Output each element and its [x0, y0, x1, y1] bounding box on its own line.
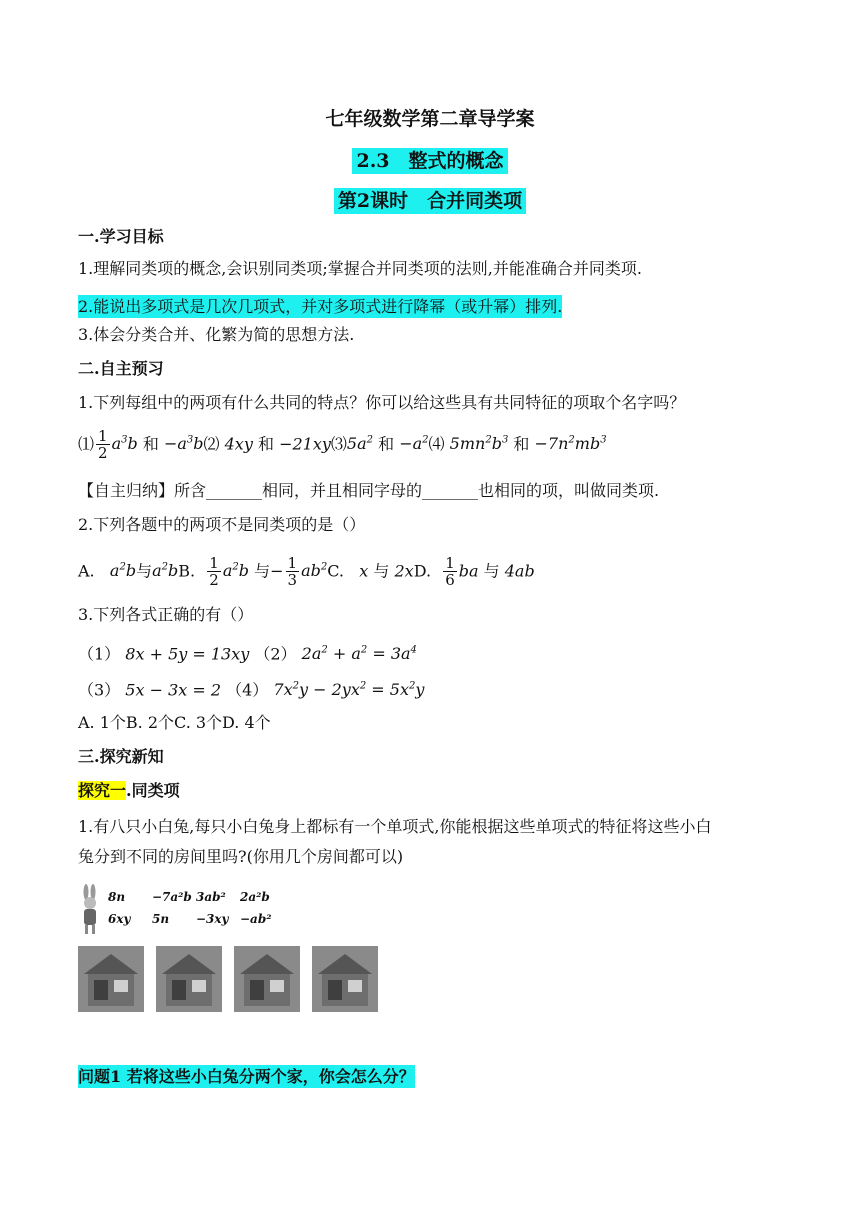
- fraction-one-sixth: $\frac{1}{6}$: [445, 554, 455, 590]
- q2-with-a: 与: [136, 561, 153, 581]
- math-term: 4xy: [224, 434, 253, 454]
- math-term: ba: [458, 561, 479, 581]
- house-icon: [312, 946, 378, 1012]
- monomial-row-2: [108, 908, 284, 930]
- math-term: $ab^2$: [301, 561, 328, 581]
- monomial: 2a²b: [240, 890, 270, 904]
- problem-1-text: 问题1 若将这些小白兔分两个家，你会怎么分？: [78, 1067, 415, 1086]
- question-1: 1.下列每组中的两项有什么共同的特点？你可以给这些具有共同特征的项取个名字吗？: [78, 393, 686, 412]
- house-icon: [78, 946, 144, 1012]
- summary: 【自主归纳】所含_______相同，并且相同字母的_______也相同的项，叫做同类项.: [78, 481, 660, 500]
- math-term: $a^2b$: [152, 561, 179, 581]
- q3-label-2: （2）: [254, 644, 297, 664]
- q1-item-label-1: ⑴: [78, 434, 95, 454]
- fraction-one-half: $\frac{1}{2}$: [209, 554, 219, 590]
- math-term: $a^2b$: [222, 561, 249, 581]
- question-3: 3.下列各式正确的有（）: [78, 605, 254, 624]
- question-3-line-1: [78, 640, 798, 665]
- math-term: 4ab: [504, 561, 535, 581]
- section-heading-preview: 二.自主预习: [78, 359, 164, 378]
- q2-with-d: 与: [483, 561, 500, 581]
- math-term: $a^2b$: [109, 561, 137, 581]
- explore-title: .同类项: [126, 781, 180, 800]
- math-term: $-a^2$: [399, 434, 429, 454]
- math-term: 2x: [394, 561, 414, 581]
- section-heading-goals: 一.学习目标: [78, 227, 164, 246]
- math-term: $-7n^2mb^3$: [534, 434, 607, 454]
- q2-with-c: 与: [373, 561, 390, 581]
- monomial: 6xy: [108, 912, 131, 926]
- monomial-row-1: [108, 886, 284, 908]
- fraction-one-third: $\frac{1}{3}$: [287, 554, 298, 590]
- math-term: $7x^2y - 2yx^2 = 5x^2y$: [273, 680, 425, 700]
- goal-2-text: 2.能说出多项式是几次几项式，并对多项式进行降幂（或升幂）排列.: [78, 297, 563, 316]
- section-heading-explore: 三.探究新知: [78, 747, 164, 766]
- explore-1-heading: [78, 780, 798, 802]
- explore-label: 探究一: [78, 781, 127, 800]
- document-title: 七年级数学第二章导学案: [325, 108, 535, 130]
- goal-3: 3.体会分类合并、化繁为简的思想方法.: [78, 325, 355, 344]
- q1-item-label-2: ⑵: [203, 434, 220, 454]
- q2-opt-c: C.: [327, 561, 344, 581]
- q1-and-2: 和: [257, 434, 274, 454]
- section-title: [0, 146, 860, 173]
- q2-opt-a: A.: [78, 561, 95, 581]
- question-2-options: A. $a^2b$与$a^2bB$. $\frac{1}{2}$ $a^2b$ 与− $\frac{1}{3}$ $ab^2C$. x 与 2xD. $\frac{1}{6}$ ba 与 4ab: [78, 554, 535, 590]
- q1-and-1: 和: [142, 434, 159, 454]
- math-term: $5a^2$: [346, 434, 374, 454]
- question-3-options: A. 1个B. 2个C. 3个D. 4个: [78, 713, 271, 732]
- q2-with-b: 与: [254, 561, 271, 581]
- q1-item-label-3: ⑶: [330, 434, 347, 454]
- problem-1: [78, 1066, 798, 1088]
- math-term: −21xy: [279, 434, 331, 454]
- lesson-title-text: 第2课时 合并同类项: [334, 188, 526, 214]
- monomial: −7a²b: [152, 890, 192, 904]
- monomial: 3ab²: [196, 890, 226, 904]
- house-icon: [156, 946, 222, 1012]
- q3-label-3: （3）: [78, 680, 121, 700]
- question-3-line-2: [78, 676, 798, 701]
- goal-2: [78, 296, 798, 318]
- q2-opt-d: D.: [413, 561, 432, 581]
- math-term: x: [359, 561, 369, 581]
- lesson-title: [0, 186, 860, 213]
- fraction-one-half: $\frac{1}{2}$: [98, 427, 108, 463]
- math-term: 8x + 5y = 13xy: [125, 644, 250, 664]
- rabbit-icon: [78, 884, 102, 936]
- q1-item-label-4: ⑷: [428, 434, 445, 454]
- math-term: 5x − 3x = 2: [125, 680, 222, 700]
- math-term: $5mn^2b^3$: [449, 434, 509, 454]
- explore-paragraph-2: 兔分到不同的房间里吗?(你用几个房间都可以): [78, 847, 404, 866]
- monomial: 5n: [152, 912, 170, 926]
- q3-label-1: （1）: [78, 644, 121, 664]
- explore-paragraph-1: 1.有八只小白兔,每只小白兔身上都标有一个单项式,你能根据这些单项式的特征将这些小白: [78, 817, 712, 836]
- monomial: −ab²: [240, 912, 272, 926]
- q3-label-4: （4）: [226, 680, 269, 700]
- q1-and-3: 和: [378, 434, 395, 454]
- q2-opt-b: B.: [178, 561, 196, 581]
- question-1-items: [78, 424, 798, 461]
- math-term: $-a^3b$: [163, 434, 204, 454]
- goal-1: 1.理解同类项的概念,会识别同类项;掌握合并同类项的法则,并能准确合并同类项.: [78, 259, 642, 278]
- math-term: $2a^2 + a^2 = 3a^4$: [301, 644, 417, 664]
- monomial-labels: [108, 886, 284, 930]
- question-2: 2.下列各题中的两项不是同类项的是（）: [78, 515, 366, 534]
- house-icon: [234, 946, 300, 1012]
- q1-and-4: 和: [513, 434, 530, 454]
- math-term: $a^3b$: [111, 434, 138, 454]
- monomial: −3xy: [196, 912, 229, 926]
- monomial: 8n: [108, 890, 126, 904]
- section-title-text: 2.3 整式的概念: [352, 148, 507, 174]
